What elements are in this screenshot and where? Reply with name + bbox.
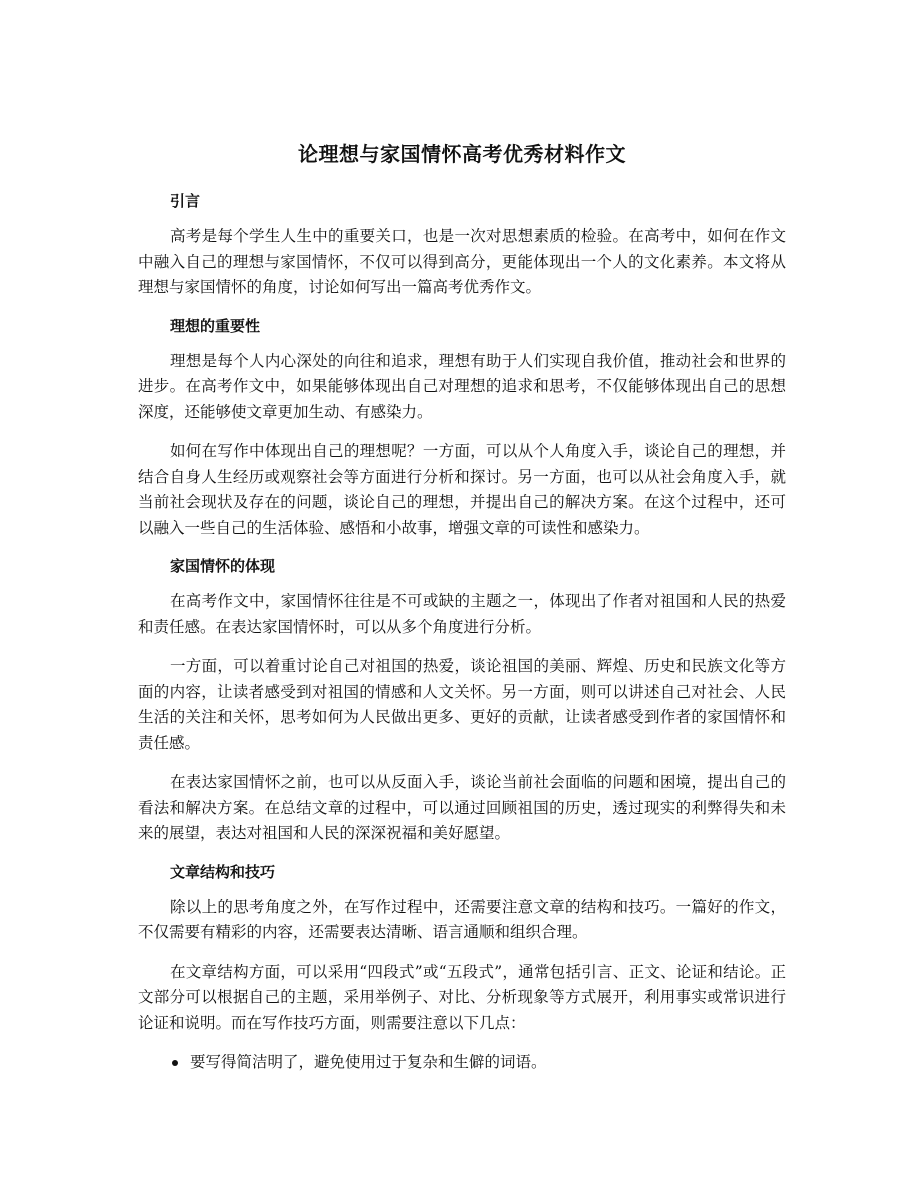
section-heading: 文章结构和技巧 (170, 862, 276, 881)
list-item-text: 要写得简洁明了，避免使用过于复杂和生僻的词语。 (190, 1053, 547, 1071)
section-heading: 理想的重要性 (170, 316, 261, 335)
section-heading: 引言 (170, 192, 201, 210)
paragraph: 一方面，可以着重讨论自己对祖国的热爱，谈论祖国的美丽、辉煌、历史和民族文化等方面的内容，让读者感受到对祖国的情感和人文关怀。另一方面，则可以讲述自己对社会、人民生活的关注和关怀，思考如何为人民做出更多、更好的贡献，让读者感受到作者的家国情怀和责任感。 (138, 657, 786, 752)
bullet-list (138, 1050, 786, 1076)
section-heading: 家国情怀的体现 (170, 557, 276, 575)
paragraph: 除以上的思考角度之外，在写作过程中，还需要注意文章的结构和技巧。一篇好的作文，不仅需要有精彩的内容，还需要表达清晰、语言通顺和组织合理。 (138, 897, 786, 941)
document-page (138, 140, 786, 1076)
section-structure-and-technique (138, 861, 786, 1076)
document-title: 论理想与家国情怀高考优秀材料作文 (298, 142, 626, 166)
paragraph: 在高考作文中，家国情怀往往是不可或缺的主题之一，体现出了作者对祖国和人民的热爱和责任感。在表达家国情怀时，可以从多个角度进行分析。 (138, 592, 786, 636)
paragraph: 如何在写作中体现出自己的理想呢？一方面，可以从个人角度入手，谈论自己的理想，并结合自身人生经历或观察社会等方面进行分析和探讨。另一方面，也可以从社会角度入手，就当前社会现状及存在的问题，谈论自己的理想，并提出自己的解决方案。在这个过程中，还可以融入一些自己的生活体验、感悟和小故事，增强文章的可读性和感染力。 (138, 442, 786, 537)
paragraph: 在文章结构方面，可以采用“四段式”或“五段式”，通常包括引言、正文、论证和结论。正文部分可以根据自己的主题，采用举例子、对比、分析现象等方式展开，利用事实或常识进行论证和说明。而在写作技巧方面，则需要注意以下几点： (138, 962, 786, 1032)
section-patriotism (138, 555, 786, 847)
list-item (170, 1050, 786, 1076)
section-importance-of-ideals (138, 315, 786, 542)
paragraph: 高考是每个学生人生中的重要关口，也是一次对思想素质的检验。在高考中，如何在作文中融入自己的理想与家国情怀，不仅可以得到高分，更能体现出一个人的文化素养。本文将从理想与家国情怀的角度，讨论如何写出一篇高考优秀作文。 (138, 227, 786, 296)
paragraph: 理想是每个人内心深处的向往和追求，理想有助于人们实现自我价值，推动社会和世界的进步。在高考作文中，如果能够体现出自己对理想的追求和思考，不仅能够体现出自己的思想深度，还能够使文章更加生动、有感染力。 (138, 351, 786, 421)
bullet-icon (172, 1060, 178, 1066)
section-introduction (138, 190, 786, 301)
paragraph: 在表达家国情怀之前，也可以从反面入手，谈论当前社会面临的问题和困境，提出自己的看法和解决方案。在总结文章的过程中，可以通过回顾祖国的历史，透过现实的利弊得失和未来的展望，表达对祖国和人民的深深祝福和美好愿望。 (138, 773, 786, 842)
